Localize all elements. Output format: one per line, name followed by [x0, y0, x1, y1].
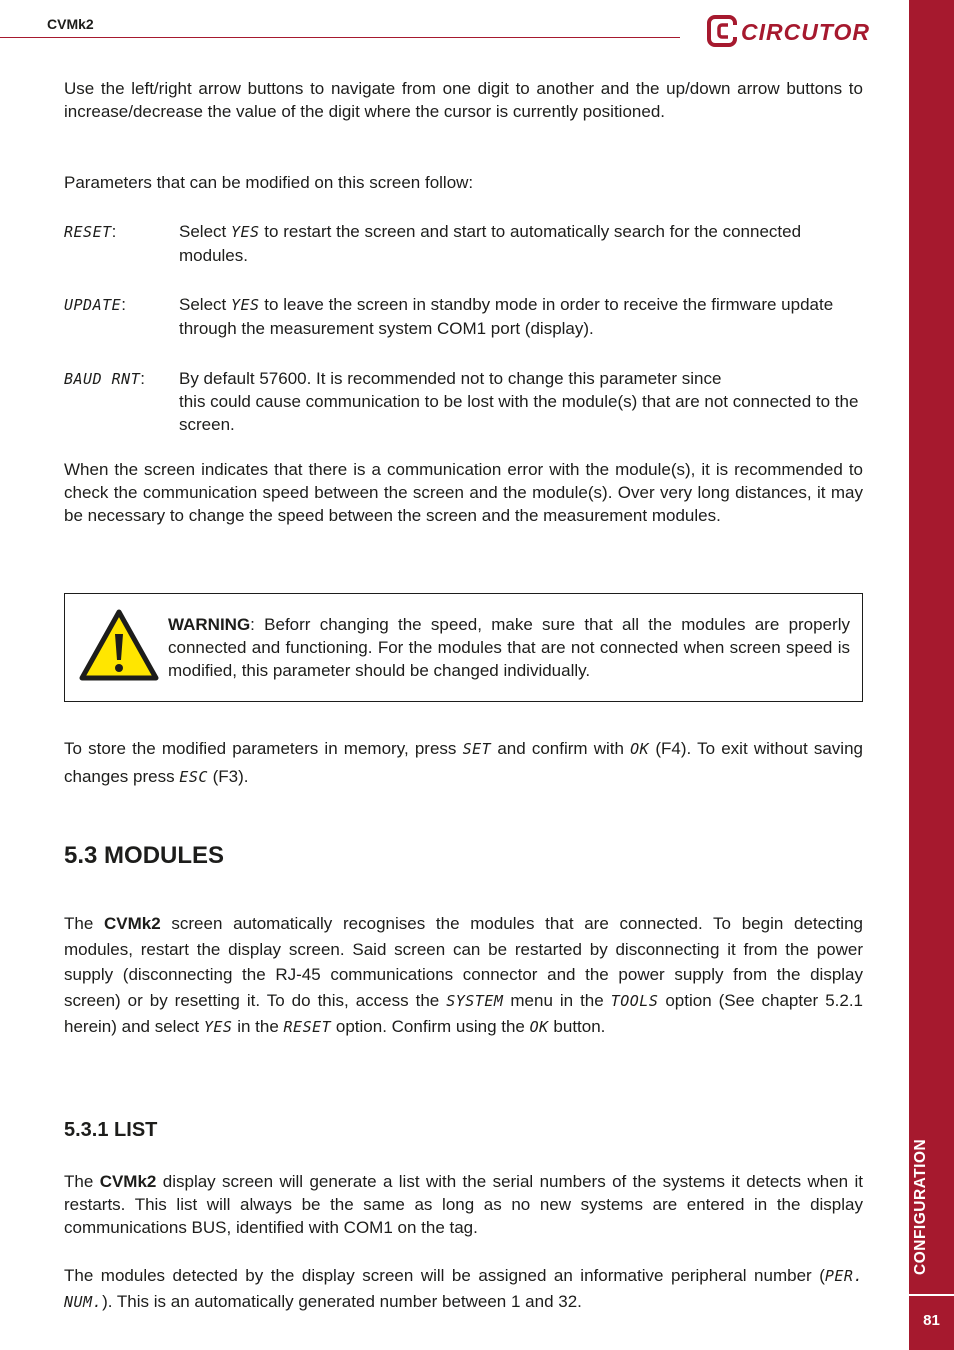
param-name: BAUD RNT:	[64, 369, 145, 388]
page-number: 81	[923, 1312, 940, 1329]
intro-paragraph: Use the left/right arrow buttons to navigate from one digit to another and the up/down arrow buttons to increase/decrease the value of the digit where the cursor is currently positioned.	[64, 79, 863, 121]
params-intro: Parameters that can be modified on this screen follow:	[64, 173, 474, 192]
warning-text: WARNING: Beforr changing the speed, make sure that all the modules are properly connected and functioning. For the modules that are not connected when screen speed is modified, this parameter should be changed individually.	[168, 615, 850, 680]
list-paragraph-2: The modules detected by the display screen will be assigned an informative peripheral number (PER. NUM.). This is an automatically generated number between 1 and 32.	[64, 1266, 863, 1311]
param-name: RESET:	[64, 222, 117, 241]
store-paragraph: To store the modified parameters in memory, press SET and confirm with OK (F4). To exit without saving changes press ESC (F3).	[64, 739, 863, 786]
param-description: Select YES to leave the screen in standby mode in order to receive the firmware update through the measurement system COM1 port (display).	[179, 295, 834, 338]
param-name: UPDATE:	[64, 295, 126, 314]
section-heading-list: 5.3.1 LIST	[64, 1119, 158, 1141]
modules-paragraph: The CVMk2 screen automatically recognises the modules that are connected. To begin detecting modules, restart the display screen. Said screen can be restarted by disconnecting it from the power supply (disconnecting the RJ-45 communications connector and the power supply from the display screen) or by resetting it. To do this, access the SYSTEM menu in the TOOLS option (See chapter 5.2.1 herein) and select YES in the RESET option. Confirm using the OK button.	[64, 914, 863, 1036]
param-description: By default 57600. It is recommended not to change this parameter since this could cause communication to be lost with the module(s) that are not connected to the screen.	[179, 369, 859, 434]
warning-box	[64, 593, 863, 702]
logo-text: CIRCUTOR	[741, 19, 870, 45]
sidebar-divider	[909, 1294, 954, 1296]
warning-triangle-icon	[79, 608, 159, 682]
comm-error-paragraph: When the screen indicates that there is a communication error with the module(s), it is recommended to check the communication speed between the screen and the module(s). Over very long distances, it may be necessary to change the speed between the screen and the measurement modules.	[64, 460, 863, 525]
section-heading-modules: 5.3 MODULES	[64, 842, 225, 869]
list-paragraph-1: The CVMk2 display screen will generate a list with the serial numbers of the systems it detects when it restarts. This list will always be the same as long as no new systems are entered in the display communications BUS, identified with COM1 on the tag.	[64, 1172, 863, 1237]
circutor-logo	[706, 14, 886, 48]
circutor-logo-icon	[709, 17, 740, 45]
header-rule	[0, 37, 680, 38]
param-description: Select YES to restart the screen and start to automatically search for the connected modules.	[179, 222, 802, 265]
document-model: CVMk2	[47, 16, 94, 32]
